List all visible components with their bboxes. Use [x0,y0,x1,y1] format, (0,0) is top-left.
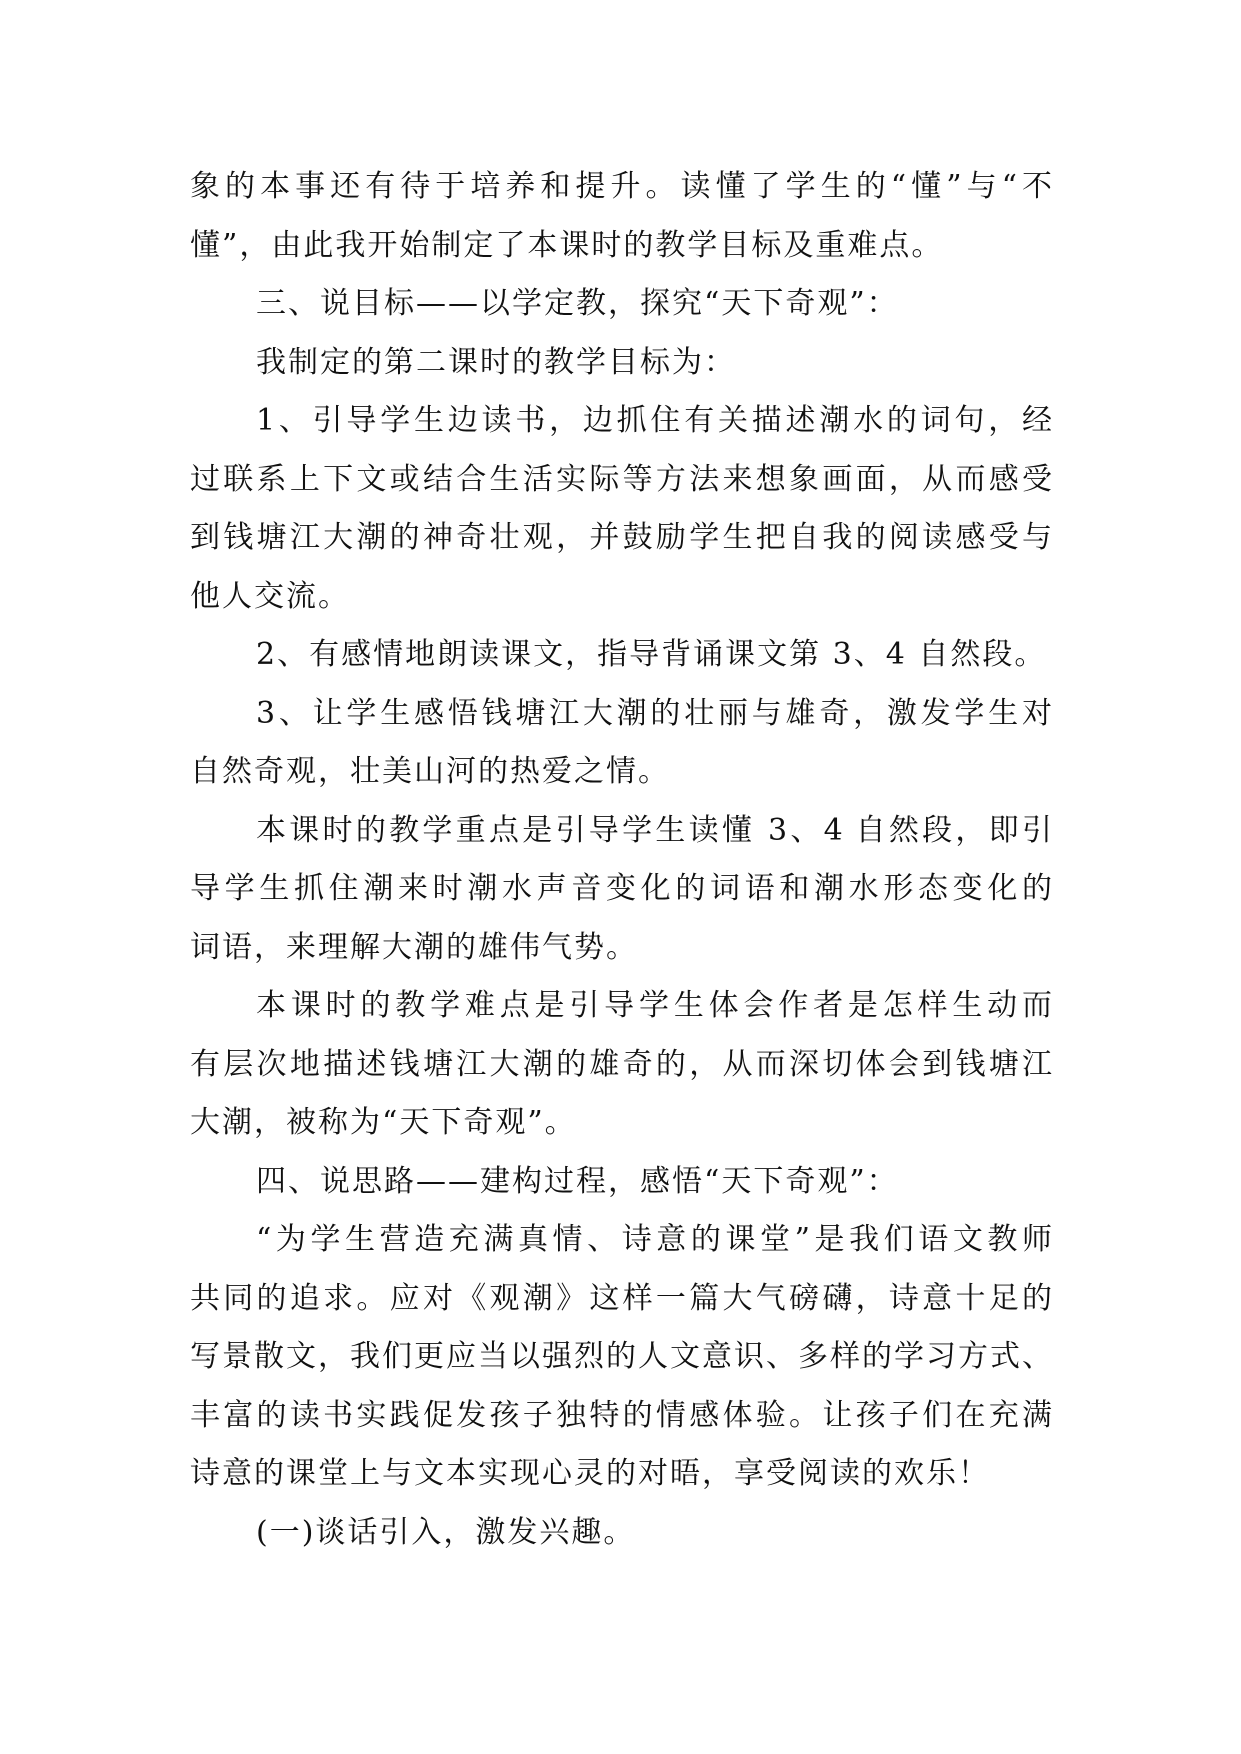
text-line: 有层次地描述钱塘江大潮的雄奇的，从而深切体会到钱塘江 [190,1046,1052,1082]
text-line: 四、说思路——建构过程，感悟“天下奇观”： [256,1163,899,1199]
text-line: (一)谈话引入，激发兴趣。 [256,1514,636,1550]
section-heading-approach [190,1153,1052,1212]
document-body [190,158,1052,1562]
text-line: 他人交流。 [190,578,350,614]
paragraph-continuation [190,158,1052,275]
text-line: 本课时的教学重点是引导学生读懂 3、4 自然段，即引 [256,812,1052,848]
text-line: 丰富的读书实践促发孩子独特的情感体验。让孩子们在充满 [190,1397,1052,1433]
text-line: 三、说目标——以学定教，探究“天下奇观”： [256,286,899,321]
text-line: 2、有感情地朗读课文，指导背诵课文第 3、4 自然段。 [256,637,1047,672]
text-line: “为学生营造充满真情、诗意的课堂”是我们语文教师 [256,1222,1052,1257]
text-line: 共同的追求。应对《观潮》这样一篇大气磅礴，诗意十足的 [190,1280,1052,1316]
teaching-focus-paragraph [190,802,1052,978]
text-line: 自然奇观，壮美山河的热爱之情。 [190,754,670,789]
text-line: 我制定的第二课时的教学目标为： [256,344,736,380]
text-line: 写景散文，我们更应当以强烈的人文意识、多样的学习方式、 [190,1339,1052,1374]
text-line: 3、让学生感悟钱塘江大潮的壮丽与雄奇，激发学生对 [256,695,1052,731]
teaching-difficulty-paragraph [190,977,1052,1153]
text-line: 诗意的课堂上与文本实现心灵的对晤，享受阅读的欢乐！ [190,1456,990,1491]
text-line: 本课时的教学难点是引导学生体会作者是怎样生动而 [256,988,1052,1023]
approach-paragraph [190,1211,1052,1504]
text-line: 词语，来理解大潮的雄伟气势。 [190,929,638,965]
objective-item-2 [190,626,1052,685]
objectives-intro [190,334,1052,393]
text-line: 大潮，被称为“天下奇观”。 [190,1105,577,1140]
text-line: 过联系上下文或结合生活实际等方法来想象画面，从而感受 [190,461,1052,497]
text-line: 1、引导学生边读书，边抓住有关描述潮水的词句，经 [256,403,1052,438]
text-line: 懂”，由此我开始制定了本课时的教学目标及重难点。 [190,227,944,263]
text-line: 到钱塘江大潮的神奇壮观，并鼓励学生把自我的阅读感受与 [190,520,1052,555]
text-line: 导学生抓住潮来时潮水声音变化的词语和潮水形态变化的 [190,871,1052,906]
section-heading-objectives [190,275,1052,334]
text-line: 象的本事还有待于培养和提升。读懂了学生的“懂”与“不 [190,169,1052,204]
objective-item-1 [190,392,1052,626]
objective-item-3 [190,685,1052,802]
subsection-heading-1 [190,1504,1052,1563]
